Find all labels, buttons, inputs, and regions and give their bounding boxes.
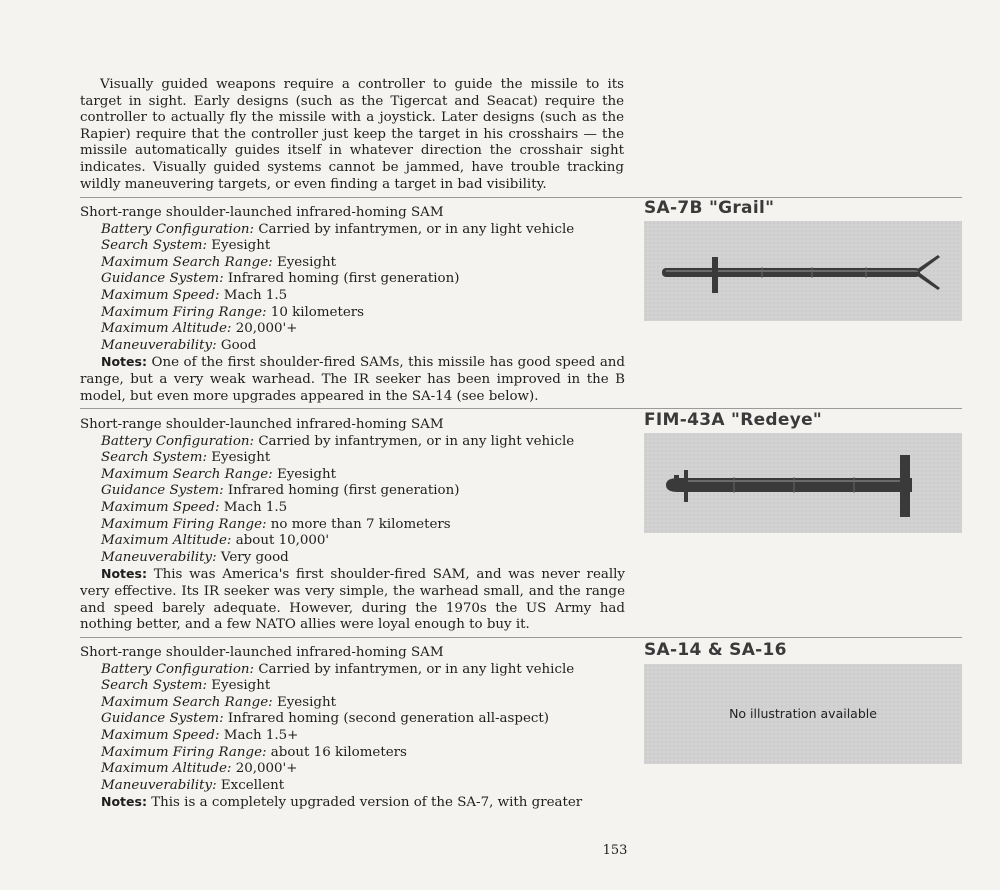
spec-label: Maximum Speed: bbox=[101, 287, 220, 303]
notes-label: Notes: bbox=[101, 354, 147, 370]
notes-label: Notes: bbox=[101, 566, 147, 582]
spec-value: Very good bbox=[220, 549, 289, 565]
spec-battery-configuration bbox=[101, 662, 625, 679]
section-divider bbox=[80, 637, 962, 638]
spec-max-altitude bbox=[101, 761, 625, 778]
spec-max-search-range bbox=[101, 695, 625, 712]
spec-value: Eyesight bbox=[211, 678, 271, 694]
weapon-type: Short-range shoulder-launched infrared-homing SAM bbox=[80, 417, 444, 432]
spec-label: Maximum Firing Range: bbox=[101, 516, 267, 532]
spec-max-speed bbox=[101, 728, 625, 745]
weapon-entry-fim43a bbox=[80, 417, 625, 634]
spec-maneuverability bbox=[101, 338, 625, 355]
spec-value: Infrared homing (first generation) bbox=[227, 271, 460, 287]
no-illustration-text: No illustration available bbox=[729, 706, 877, 721]
spec-label: Maximum Altitude: bbox=[101, 321, 232, 337]
spec-guidance-system bbox=[101, 271, 625, 288]
weapon-entry-sa7b bbox=[80, 205, 625, 405]
weapon-name-heading: SA-7B "Grail" bbox=[644, 198, 775, 218]
spec-label: Guidance System: bbox=[101, 271, 224, 287]
weapon-notes bbox=[80, 794, 625, 812]
spec-value: Mach 1.5 bbox=[223, 499, 288, 515]
spec-search-system bbox=[101, 238, 625, 255]
spec-value: no more than 7 kilometers bbox=[270, 516, 451, 532]
spec-battery-configuration bbox=[101, 222, 625, 239]
spec-max-search-range bbox=[101, 467, 625, 484]
weapon-type: Short-range shoulder-launched infrared-homing SAM bbox=[80, 205, 444, 220]
spec-label: Guidance System: bbox=[101, 483, 224, 499]
spec-value: 20,000'+ bbox=[235, 321, 298, 337]
spec-value: Mach 1.5 bbox=[223, 287, 288, 303]
weapon-entry-sa14 bbox=[80, 645, 625, 812]
weapon-notes bbox=[80, 566, 625, 633]
spec-label: Maximum Altitude: bbox=[101, 533, 232, 549]
spec-value: about 10,000' bbox=[235, 533, 330, 549]
notes-text: This is a completely upgraded version of the SA-7, with greater bbox=[151, 795, 583, 811]
weapon-name-heading: FIM-43A "Redeye" bbox=[644, 410, 823, 430]
spec-guidance-system bbox=[101, 483, 625, 500]
spec-value: Good bbox=[220, 337, 257, 353]
spec-max-firing-range bbox=[101, 305, 625, 322]
spec-label: Battery Configuration: bbox=[101, 661, 255, 677]
weapon-name-heading: SA-14 & SA-16 bbox=[644, 640, 787, 660]
missile-illustration bbox=[644, 433, 962, 533]
section-divider bbox=[80, 197, 962, 198]
spec-value: Carried by infantrymen, or in any light vehicle bbox=[258, 221, 575, 237]
spec-maneuverability bbox=[101, 778, 625, 795]
spec-label: Maximum Search Range: bbox=[101, 254, 273, 270]
spec-value: Excellent bbox=[220, 777, 285, 793]
spec-label: Battery Configuration: bbox=[101, 221, 255, 237]
spec-value: Carried by infantrymen, or in any light vehicle bbox=[258, 433, 575, 449]
spec-label: Guidance System: bbox=[101, 711, 224, 727]
spec-label: Maximum Speed: bbox=[101, 727, 220, 743]
spec-max-firing-range bbox=[101, 745, 625, 762]
spec-label: Maximum Firing Range: bbox=[101, 744, 267, 760]
notes-text: This was America's first shoulder-fired SAM, and was never really very effective. Its IR seeker was very simple, the warhead small, and the range and speed barely adequate. However, during the 1970s the US Army had nothing better, and a few NATO allies were loyal enough to buy it. bbox=[80, 567, 625, 633]
spec-label: Maximum Search Range: bbox=[101, 466, 273, 482]
page-number: 153 bbox=[602, 843, 628, 858]
spec-search-system bbox=[101, 450, 625, 467]
spec-max-altitude bbox=[101, 533, 625, 550]
spec-label: Maximum Search Range: bbox=[101, 694, 273, 710]
spec-value: about 16 kilometers bbox=[270, 744, 407, 760]
spec-value: Eyesight bbox=[211, 450, 271, 466]
spec-label: Maneuverability: bbox=[101, 549, 217, 565]
spec-label: Maximum Altitude: bbox=[101, 761, 232, 777]
spec-value: Eyesight bbox=[276, 694, 336, 710]
spec-battery-configuration bbox=[101, 434, 625, 451]
notes-text: One of the first shoulder-fired SAMs, this missile has good speed and range, but a very weak warhead. The IR seeker has been improved in the B model, but even more upgrades appeared in the SA-14 (see below). bbox=[80, 355, 625, 404]
spec-value: 10 kilometers bbox=[270, 304, 365, 320]
spec-max-altitude bbox=[101, 321, 625, 338]
spec-value: Eyesight bbox=[276, 466, 336, 482]
spec-label: Maximum Speed: bbox=[101, 499, 220, 515]
spec-value: Infrared homing (second generation all-aspect) bbox=[227, 711, 549, 727]
weapon-type: Short-range shoulder-launched infrared-homing SAM bbox=[80, 645, 444, 660]
spec-value: 20,000'+ bbox=[235, 761, 298, 777]
spec-label: Search System: bbox=[101, 450, 207, 466]
spec-label: Search System: bbox=[101, 678, 207, 694]
spec-max-speed bbox=[101, 500, 625, 517]
missile-icon bbox=[644, 433, 962, 533]
spec-value: Eyesight bbox=[211, 238, 271, 254]
spec-label: Battery Configuration: bbox=[101, 433, 255, 449]
spec-max-firing-range bbox=[101, 517, 625, 534]
spec-label: Maneuverability: bbox=[101, 777, 217, 793]
missile-illustration bbox=[644, 221, 962, 321]
weapon-notes bbox=[80, 354, 625, 405]
spec-guidance-system bbox=[101, 711, 625, 728]
spec-label: Maximum Firing Range: bbox=[101, 304, 267, 320]
spec-label: Search System: bbox=[101, 238, 207, 254]
intro-paragraph: Visually guided weapons require a controller to guide the missile to its target in sight. Early designs (such as the Tigercat and Seacat) require the controller to actually fly the missile with a joystick. Later designs (such as the Rapier) require that the controller just keep the target in his crosshairs — the missile automatically guides itself in whatever direction the crosshair sight indicates. Visually guided systems cannot be jammed, have trouble tracking wildly maneuvering targets, or even finding a target in bad visibility. bbox=[80, 77, 624, 192]
spec-search-system bbox=[101, 678, 625, 695]
spec-max-speed bbox=[101, 288, 625, 305]
spec-max-search-range bbox=[101, 255, 625, 272]
illustration-placeholder bbox=[644, 664, 962, 764]
spec-value: Infrared homing (first generation) bbox=[227, 483, 460, 499]
spec-value: Eyesight bbox=[276, 254, 336, 270]
spec-label: Maneuverability: bbox=[101, 337, 217, 353]
notes-label: Notes: bbox=[101, 794, 147, 810]
section-divider bbox=[80, 408, 962, 409]
missile-icon bbox=[644, 221, 962, 321]
spec-value: Carried by infantrymen, or in any light vehicle bbox=[258, 661, 575, 677]
spec-value: Mach 1.5+ bbox=[223, 727, 299, 743]
spec-maneuverability bbox=[101, 550, 625, 567]
